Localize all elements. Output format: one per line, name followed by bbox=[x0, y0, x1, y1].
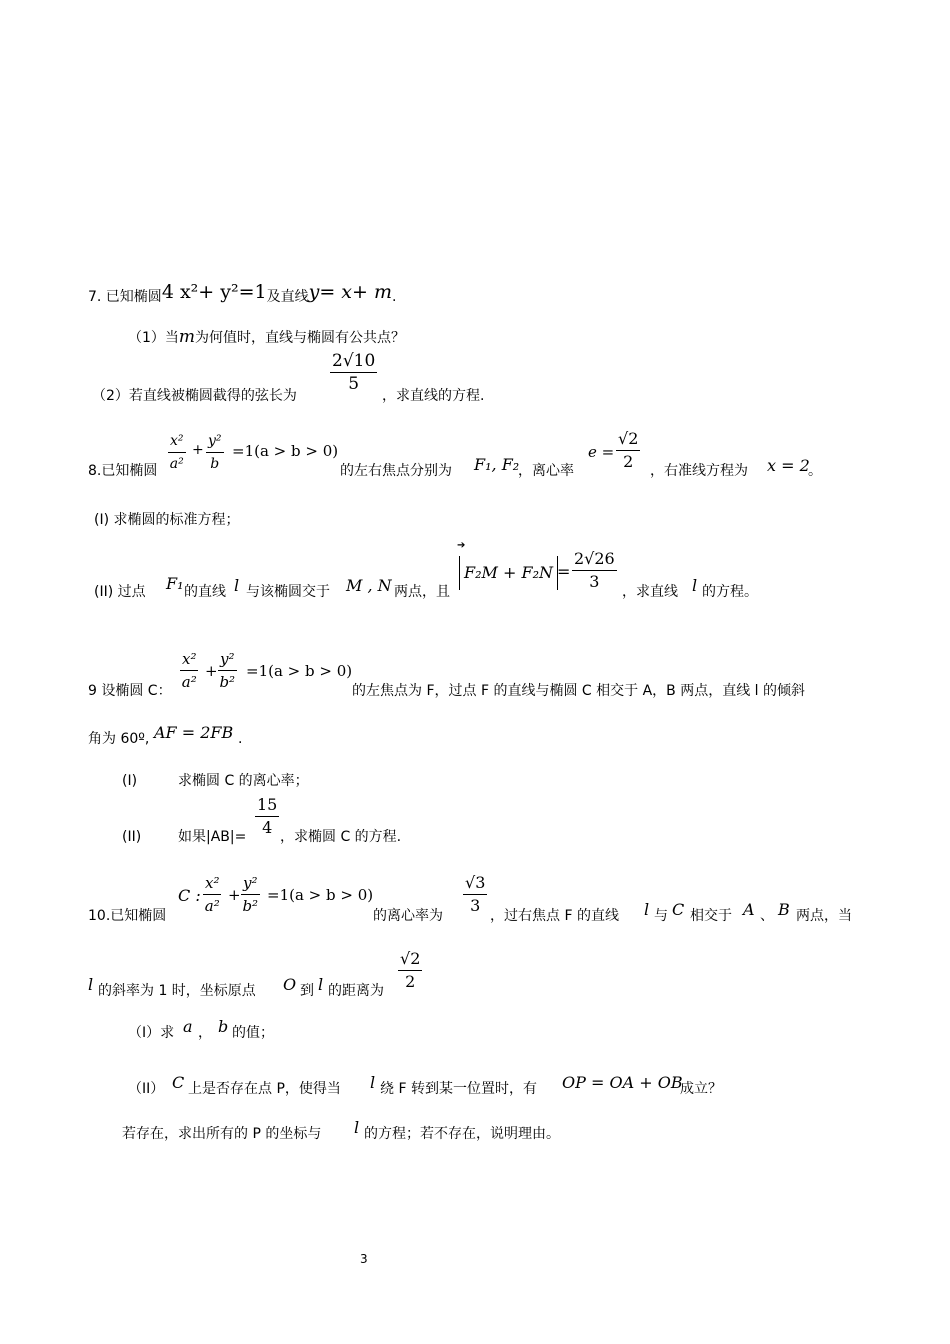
p8-head-text: 8.已知椭圆 bbox=[88, 463, 158, 479]
p10-q2-c: C bbox=[172, 1073, 185, 1092]
p8-e-num: √2 bbox=[616, 428, 640, 451]
p7-mid: 及直线 bbox=[266, 289, 309, 305]
p9-y-frac bbox=[218, 648, 237, 693]
p8-plus: + bbox=[192, 442, 204, 458]
p8-q2-vec-text: F₂M + F₂N bbox=[464, 563, 553, 582]
p10-t7 bbox=[98, 982, 256, 1000]
p10-q1-b-text: 的值； bbox=[232, 1025, 274, 1041]
p8-directrix: x = 2 bbox=[767, 456, 810, 475]
p7-q2 bbox=[92, 387, 297, 405]
p8-q2-vec bbox=[459, 556, 558, 590]
p10-y-den: b² bbox=[242, 897, 259, 915]
p9-q1 bbox=[122, 772, 137, 790]
p10-c-label: C : bbox=[178, 886, 201, 905]
p9-q2-b: ，求椭圆 C 的方程. bbox=[280, 829, 402, 845]
p10-q2-b-text: 上是否存在点 P，使得当 bbox=[188, 1081, 341, 1097]
p7-line bbox=[88, 281, 397, 306]
p7-q1-a: （1）当 bbox=[128, 330, 179, 346]
p9-q2-den: 4 bbox=[262, 818, 273, 837]
p9-t3 bbox=[238, 730, 242, 748]
p10-x-frac bbox=[203, 872, 221, 917]
p10-t6-text: 两点，当 bbox=[796, 908, 852, 924]
p10-t6 bbox=[796, 907, 852, 925]
p9-tail: =1(a > b > 0) bbox=[246, 662, 353, 680]
p9-t2-text: 角为 60º, bbox=[88, 731, 150, 747]
p10-e-num: √3 bbox=[463, 872, 487, 895]
p8-e-frac bbox=[616, 428, 640, 473]
p9-y-den: b² bbox=[219, 673, 236, 691]
p7-q1-b: 为何值时，直线与椭圆有公共点？ bbox=[195, 330, 406, 346]
p10-q3-text: 若存在，求出所有的 P 的坐标与 bbox=[122, 1126, 322, 1142]
p10-t9 bbox=[328, 982, 384, 1000]
p9-plus: + bbox=[205, 662, 218, 680]
p10-t2-text: ，过右焦点 F 的直线 bbox=[490, 908, 619, 924]
p8-t3-text: ，右准线方程为 bbox=[650, 463, 748, 479]
p10-q2-b bbox=[188, 1080, 341, 1098]
p8-q2-vec-arrow-icon: ➔ bbox=[457, 540, 466, 551]
p10-q1-b bbox=[232, 1024, 274, 1042]
p10-q2-a: （II） bbox=[128, 1081, 165, 1097]
p10-head-text: 10.已知椭圆 bbox=[88, 908, 167, 924]
p7-ellipse-eq: 4 x²+ y²=1 bbox=[161, 281, 267, 303]
p8-q2-c-line bbox=[246, 583, 330, 601]
p8-q2-eq: = bbox=[557, 562, 571, 581]
page-number bbox=[360, 1250, 368, 1268]
p8-q2-eq-den: 3 bbox=[589, 572, 600, 591]
p10-t2 bbox=[490, 907, 619, 925]
p9-head bbox=[88, 682, 172, 700]
p9-q2-a: 如果|AB|= bbox=[178, 829, 247, 845]
p10-tail: =1(a > b > 0) bbox=[267, 886, 374, 904]
p8-q2-eq-frac bbox=[572, 548, 617, 593]
p9-x-den: a² bbox=[181, 673, 197, 691]
p9-head-text: 9 设椭圆 C： bbox=[88, 683, 172, 699]
p7-q1-m: m bbox=[178, 327, 196, 347]
p10-l3: l bbox=[318, 975, 324, 994]
p10-q2-l: l bbox=[370, 1073, 376, 1092]
p10-t1 bbox=[373, 907, 443, 925]
p9-y-num: y² bbox=[218, 648, 237, 671]
p10-q1-sep bbox=[198, 1024, 212, 1042]
p8-y-den: b bbox=[210, 456, 220, 472]
p8-q2-mn: M , N bbox=[346, 576, 392, 595]
p8-e-label: e = bbox=[588, 443, 615, 461]
p10-q1-a: （I）求 bbox=[128, 1025, 175, 1041]
p10-l: l bbox=[644, 900, 650, 919]
p8-q2-l2: l bbox=[692, 576, 698, 595]
p9-q1-text-line bbox=[178, 772, 309, 790]
p7-q2-a: （2）若直线被椭圆截得的弦长为 bbox=[92, 388, 297, 404]
p10-q2-c2 bbox=[380, 1080, 537, 1098]
p10-t7-text: 的斜率为 1 时，坐标原点 bbox=[98, 983, 256, 999]
p10-q1-b-var: b bbox=[218, 1017, 229, 1036]
p10-plus: + bbox=[228, 886, 241, 904]
p7-head: 7. 已知椭圆 bbox=[88, 289, 162, 305]
p8-t2-text: ，离心率 bbox=[518, 463, 574, 479]
p9-t1 bbox=[352, 682, 805, 700]
p7-q2-frac-num: 2√10 bbox=[332, 351, 376, 371]
p10-d-den: 2 bbox=[405, 972, 416, 991]
p10-B: B bbox=[778, 900, 790, 919]
p9-t1-text: 的左焦点为 F，过点 F 的直线与椭圆 C 相交于 A，B 两点，直线 l 的倾斜 bbox=[352, 683, 806, 699]
p8-q2-b-line bbox=[184, 583, 226, 601]
p10-e-den: 3 bbox=[470, 896, 481, 915]
p9-q1-text: 求椭圆 C 的离心率； bbox=[178, 773, 309, 789]
p8-q2-b: 的直线 bbox=[184, 584, 226, 600]
p10-q1 bbox=[128, 1024, 174, 1042]
p7-q1 bbox=[128, 328, 405, 347]
p8-q2 bbox=[94, 583, 146, 601]
p8-t2 bbox=[518, 462, 574, 480]
p8-q2-c: 与该椭圆交于 bbox=[246, 584, 330, 600]
p8-q2-d-line bbox=[394, 583, 450, 601]
p10-t4-text: 相交于 bbox=[690, 908, 732, 924]
p8-q2-a: (II) 过点 bbox=[94, 584, 146, 600]
p10-q3-l: l bbox=[354, 1118, 360, 1137]
p8-q2-e-line bbox=[622, 583, 678, 601]
p8-t3 bbox=[650, 462, 748, 480]
p10-t4 bbox=[690, 907, 732, 925]
p8-t4-text: 。 bbox=[808, 463, 822, 479]
p9-q2-frac bbox=[255, 794, 279, 839]
p10-q2-d bbox=[680, 1080, 722, 1098]
p10-y-frac bbox=[241, 872, 260, 917]
p9-x-frac bbox=[180, 648, 198, 693]
p10-t5 bbox=[760, 907, 774, 925]
p8-y-frac bbox=[206, 430, 224, 475]
p10-x-num: x² bbox=[203, 872, 221, 895]
p8-t1 bbox=[340, 462, 452, 480]
p8-eq-tail: =1(a > b > 0) bbox=[232, 442, 339, 460]
p8-q2-eq-num: 2√26 bbox=[572, 548, 617, 571]
p9-q2-num: 15 bbox=[255, 794, 279, 817]
p9-q1-label: (I) bbox=[122, 773, 138, 789]
p9-cond: AF = 2FB bbox=[154, 723, 234, 742]
p10-t3 bbox=[654, 907, 668, 925]
p7-line-eq: y= x+ m bbox=[308, 281, 392, 303]
p9-q2-label: (II) bbox=[122, 829, 142, 845]
p8-foci: F₁, F₂ bbox=[474, 455, 520, 474]
p10-head bbox=[88, 907, 166, 925]
p10-A: A bbox=[743, 900, 755, 919]
p8-x-frac bbox=[168, 430, 186, 475]
p10-t5-text: 、 bbox=[760, 908, 774, 924]
p10-y-num: y² bbox=[241, 872, 260, 895]
p8-x-num: x² bbox=[168, 430, 186, 453]
p9-q2 bbox=[122, 828, 141, 846]
p8-e-den: 2 bbox=[623, 452, 634, 471]
p9-x-num: x² bbox=[180, 648, 198, 671]
p10-t9-text: 的距离为 bbox=[328, 983, 384, 999]
p10-q2 bbox=[128, 1080, 164, 1098]
p8-q2-d: 两点，且 bbox=[394, 584, 450, 600]
p8-q1-text: (I) 求椭圆的标准方程； bbox=[94, 512, 240, 528]
p8-q1 bbox=[94, 511, 240, 529]
p8-x-den: a² bbox=[169, 456, 184, 472]
p8-y-num: y² bbox=[206, 430, 224, 453]
p9-q2-b-line bbox=[280, 828, 401, 846]
p10-d-frac bbox=[398, 948, 422, 993]
p8-q2-f1: F₁ bbox=[166, 574, 184, 593]
p10-q2-c2-text: 绕 F 转到某一位置时，有 bbox=[380, 1081, 537, 1097]
p10-e-frac bbox=[463, 872, 487, 917]
p10-q3-b bbox=[364, 1125, 560, 1143]
p7-end: . bbox=[391, 289, 397, 305]
p8-head bbox=[88, 462, 157, 480]
p8-t1-text: 的左右焦点分别为 bbox=[340, 463, 452, 479]
p10-t3-text: 与 bbox=[654, 908, 668, 924]
page-number-text: 3 bbox=[360, 1252, 368, 1266]
p10-c: C bbox=[672, 900, 685, 919]
p10-q1-a-var: a bbox=[183, 1017, 193, 1036]
p8-q2-e: ，求直线 bbox=[622, 584, 678, 600]
p7-q2-frac-den: 5 bbox=[348, 374, 360, 394]
p10-q3-b-text: 的方程；若不存在，说明理由。 bbox=[364, 1126, 560, 1142]
p7-q2-fraction bbox=[330, 350, 377, 395]
p10-q2-eq: OP = OA + OB bbox=[562, 1073, 683, 1092]
p7-q2-tail bbox=[382, 387, 484, 405]
p8-q2-f: 的方程。 bbox=[702, 584, 758, 600]
p10-O: O bbox=[283, 975, 297, 994]
p10-t8 bbox=[300, 982, 314, 1000]
p10-q3 bbox=[122, 1125, 321, 1143]
p10-q2-d-text: 成立？ bbox=[680, 1081, 722, 1097]
p10-q1-sep-text: ， bbox=[198, 1025, 212, 1041]
p8-q2-f-line bbox=[702, 583, 758, 601]
p9-t3-text: . bbox=[238, 731, 243, 747]
p10-t8-text: 到 bbox=[300, 983, 314, 999]
p10-t1-text: 的离心率为 bbox=[373, 908, 443, 924]
p8-t4 bbox=[808, 462, 822, 480]
p10-d-num: √2 bbox=[398, 948, 422, 971]
p9-t2 bbox=[88, 730, 149, 748]
p10-x-den: a² bbox=[204, 897, 220, 915]
p7-q2-b: ，求直线的方程. bbox=[382, 388, 485, 404]
p8-q2-l: l bbox=[234, 576, 240, 595]
p10-l2: l bbox=[88, 975, 94, 994]
p9-q2-a-line bbox=[178, 828, 246, 846]
